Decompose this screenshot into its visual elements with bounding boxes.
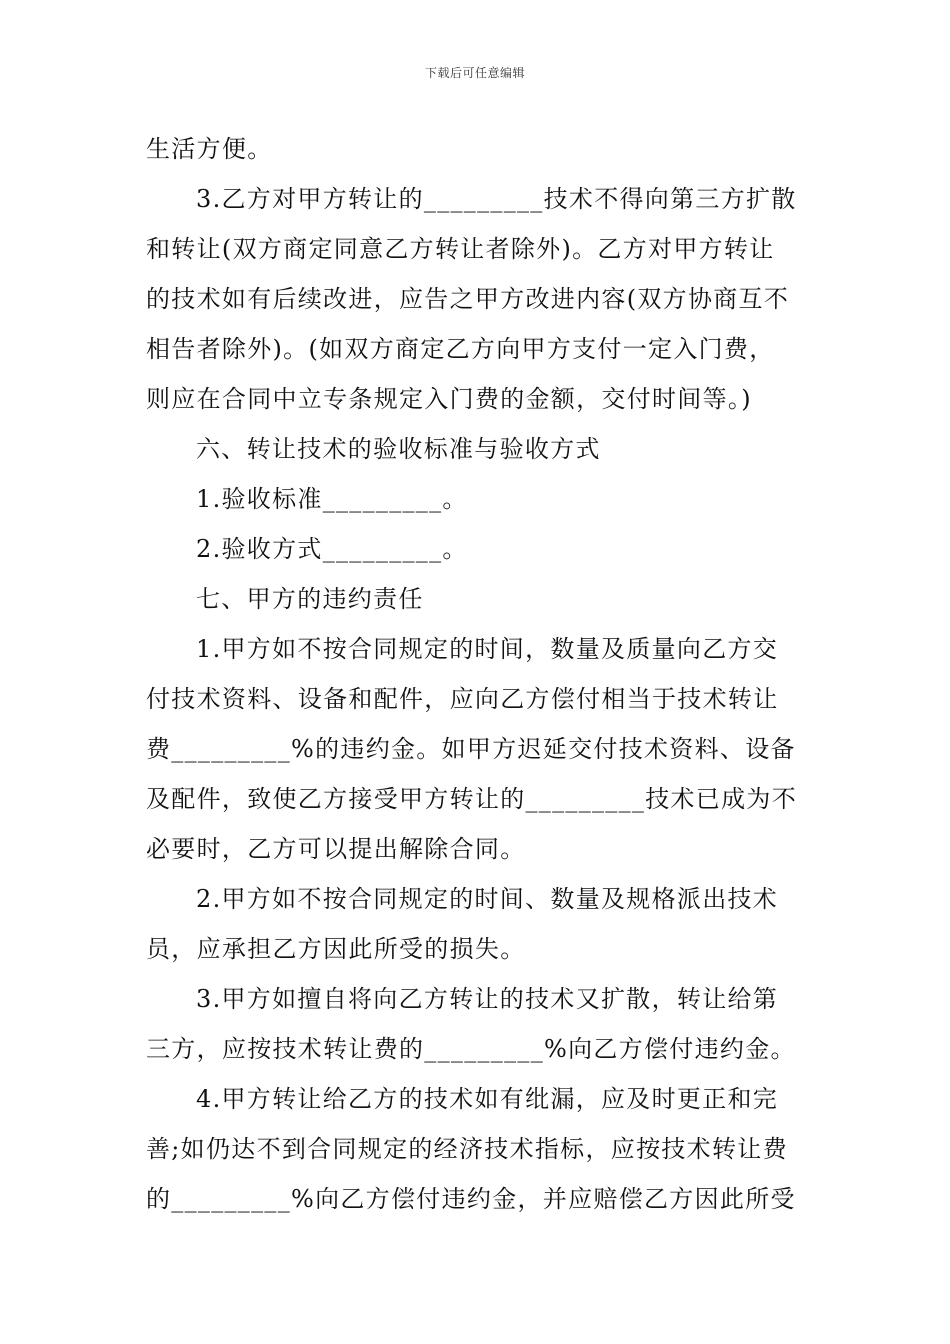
paragraph-line: 的技术如有后续改进，应告之甲方改进内容(双方协商互不: [146, 285, 790, 313]
paragraph-line: 三方，应按技术转让费的_________%向乙方偿付违约金。: [146, 1035, 796, 1063]
paragraph-line: 生活方便。: [146, 135, 273, 163]
paragraph-line: 及配件，致使乙方接受甲方转让的_________技术已成为不: [146, 785, 797, 813]
paragraph-line: 则应在合同中立专条规定入门费的金额，交付时间等。): [146, 385, 752, 413]
section-heading: 七、甲方的违约责任: [196, 585, 424, 613]
paragraph-line: 3.乙方对甲方转让的_________技术不得向第三方扩散: [196, 185, 797, 213]
paragraph-line: 和转让(双方商定同意乙方转让者除外)。乙方对甲方转让: [146, 235, 775, 263]
paragraph-line: 付技术资料、设备和配件，应向乙方偿付相当于技术转让: [146, 685, 779, 713]
section-heading: 六、转让技术的验收标准与验收方式: [196, 435, 601, 463]
paragraph-line: 相告者除外)。(如双方商定乙方向甲方支付一定入门费，: [146, 335, 775, 363]
paragraph-line: 员，应承担乙方因此所受的损失。: [146, 935, 526, 963]
paragraph-line: 3.甲方如擅自将向乙方转让的技术又扩散，转让给第: [196, 985, 779, 1013]
paragraph-line: 1.验收标准_________。: [196, 485, 468, 513]
paragraph-line: 费_________%的违约金。如甲方迟延交付技术资料、设备: [146, 735, 796, 763]
paragraph-line: 2.验收方式_________。: [196, 535, 468, 563]
paragraph-line: 必要时，乙方可以提出解除合同。: [146, 835, 526, 863]
page-header: 下载后可任意编辑: [424, 66, 525, 80]
paragraph-line: 1.甲方如不按合同规定的时间，数量及质量向乙方交: [196, 635, 779, 663]
paragraph-line: 的_________%向乙方偿付违约金，并应赔偿乙方因此所受: [146, 1185, 796, 1213]
paragraph-line: 4.甲方转让给乙方的技术如有纰漏，应及时更正和完: [196, 1085, 779, 1113]
paragraph-line: 2.甲方如不按合同规定的时间、数量及规格派出技术: [196, 885, 779, 913]
paragraph-line: 善;如仍达不到合同规定的经济技术指标，应按技术转让费: [146, 1135, 788, 1163]
